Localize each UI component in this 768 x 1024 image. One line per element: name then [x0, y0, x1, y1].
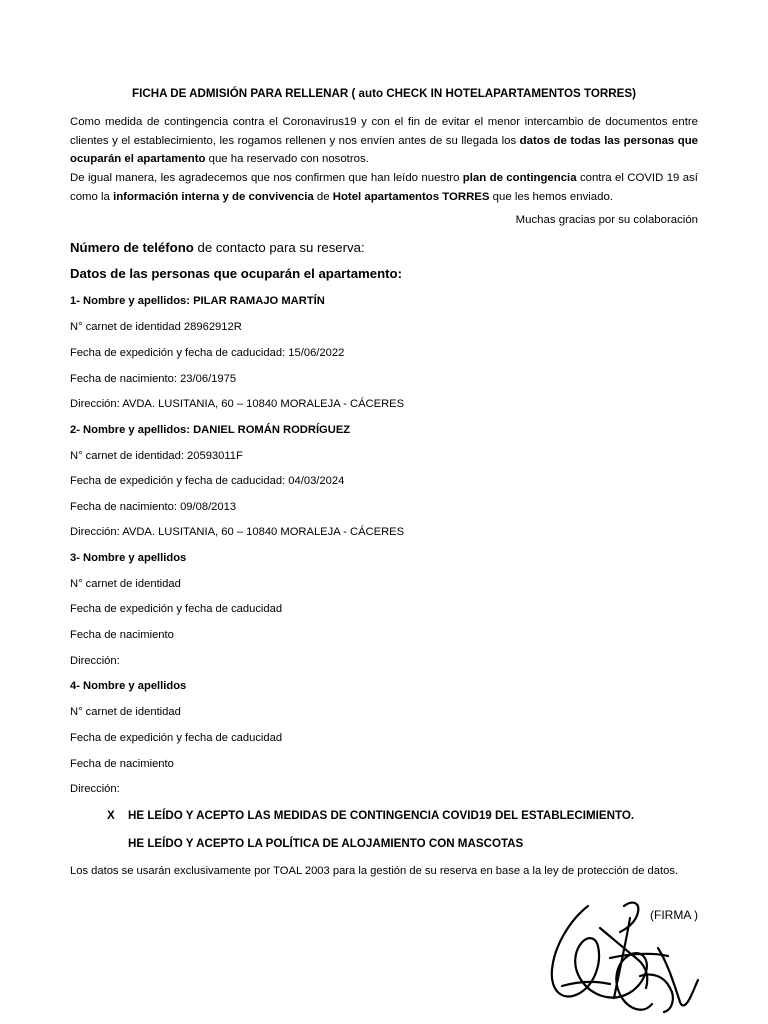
- intro-p1-text-c: que ha reservado con nosotros.: [205, 153, 369, 165]
- pets-policy-acceptance: [107, 837, 523, 850]
- person-1-name: 1- Nombre y apellidos: PILAR RAMAJO MARTÍN: [70, 295, 325, 307]
- person-2-address: Dirección: AVDA. LUSITANIA, 60 – 10840 MORALEJA - CÁCERES: [70, 526, 405, 538]
- signature-label: (FIRMA ): [650, 908, 698, 922]
- persons-heading: [70, 266, 402, 281]
- person-4-address: Dirección:: [70, 783, 120, 795]
- person-4-name: 4- Nombre y apellidos: [70, 680, 187, 692]
- phone-label: [70, 240, 365, 255]
- person-3-birth: Fecha de nacimiento: [70, 629, 174, 641]
- person-1-dates: Fecha de expedición y fecha de caducidad: 15/06/2022: [70, 347, 345, 359]
- handwritten-signature: [540, 898, 700, 1022]
- person-1-address: Dirección: AVDA. LUSITANIA, 60 – 10840 MORALEJA - CÁCERES: [70, 398, 405, 410]
- covid-measures-checkmark: X: [107, 809, 115, 822]
- intro-p1-text-a: Como medida de contingencia contra el Coronavirus19 y con el fin de evitar el menor intercambio de documentos entre clientes y el establecimiento, les rogamos rellenen y nos envíen antes de su llegada los: [70, 116, 698, 147]
- person-2-birth: Fecha de nacimiento: 09/08/2013: [70, 501, 237, 513]
- intro-p2-plan: plan de contingencia: [462, 172, 577, 184]
- person-1-birth: Fecha de nacimiento: 23/06/1975: [70, 373, 237, 385]
- intro-p2-text-a: De igual manera, les agradecemos que nos confirmen que han leído nuestro: [70, 172, 463, 184]
- intro-p2-hotel: Hotel apartamentos TORRES: [332, 190, 490, 203]
- person-2-name: 2- Nombre y apellidos: DANIEL ROMÁN RODRÍGUEZ: [70, 424, 351, 436]
- thanks-note: Muchas gracias por su colaboración: [515, 214, 698, 226]
- form-title: FICHA DE ADMISIÓN PARA RELLENAR ( auto CHECK IN HOTELAPARTAMENTOS TORRES): [132, 87, 636, 100]
- person-3-id: N° carnet de identidad: [70, 578, 181, 590]
- person-4-id: N° carnet de identidad: [70, 706, 181, 718]
- intro-p2-text-c: contra el COVID 19 así como la: [70, 172, 698, 203]
- persons-heading-text: Datos de las personas que ocuparán el apartamento:: [70, 266, 402, 281]
- person-2-id: N° carnet de identidad: 20593011F: [70, 450, 243, 462]
- person-4-birth: Fecha de nacimiento: [70, 758, 174, 770]
- person-3-name: 3- Nombre y apellidos: [70, 552, 187, 564]
- intro-p1-bold: datos de todas las personas que ocuparán el apartamento: [70, 134, 698, 165]
- phone-label-rest: de contacto para su reserva:: [193, 240, 365, 255]
- intro-paragraph-1: [70, 113, 698, 169]
- privacy-notice: Los datos se usarán exclusivamente por TOAL 2003 para la gestión de su reserva en base a la ley de protección de datos.: [70, 865, 679, 877]
- person-1-id: N° carnet de identidad 28962912R: [70, 321, 242, 333]
- covid-measures-text: HE LEÍDO Y ACEPTO LAS MEDIDAS DE CONTINGENCIA COVID19 DEL ESTABLECIMIENTO.: [128, 809, 635, 822]
- covid-measures-acceptance: [107, 809, 634, 822]
- intro-p2-text-e: de: [313, 190, 333, 203]
- phone-label-bold: Número de teléfono: [70, 240, 194, 255]
- person-3-address: Dirección:: [70, 655, 120, 667]
- person-3-dates: Fecha de expedición y fecha de caducidad: [70, 603, 283, 615]
- intro-paragraph-2: [70, 169, 698, 206]
- person-2-dates: Fecha de expedición y fecha de caducidad: 04/03/2024: [70, 475, 345, 487]
- intro-p2-text-g: que les hemos enviado.: [489, 190, 613, 203]
- person-4-dates: Fecha de expedición y fecha de caducidad: [70, 732, 283, 744]
- intro-p2-info: información interna y de convivencia: [113, 190, 314, 203]
- pets-policy-text: HE LEÍDO Y ACEPTO LA POLÍTICA DE ALOJAMIENTO CON MASCOTAS: [128, 837, 524, 850]
